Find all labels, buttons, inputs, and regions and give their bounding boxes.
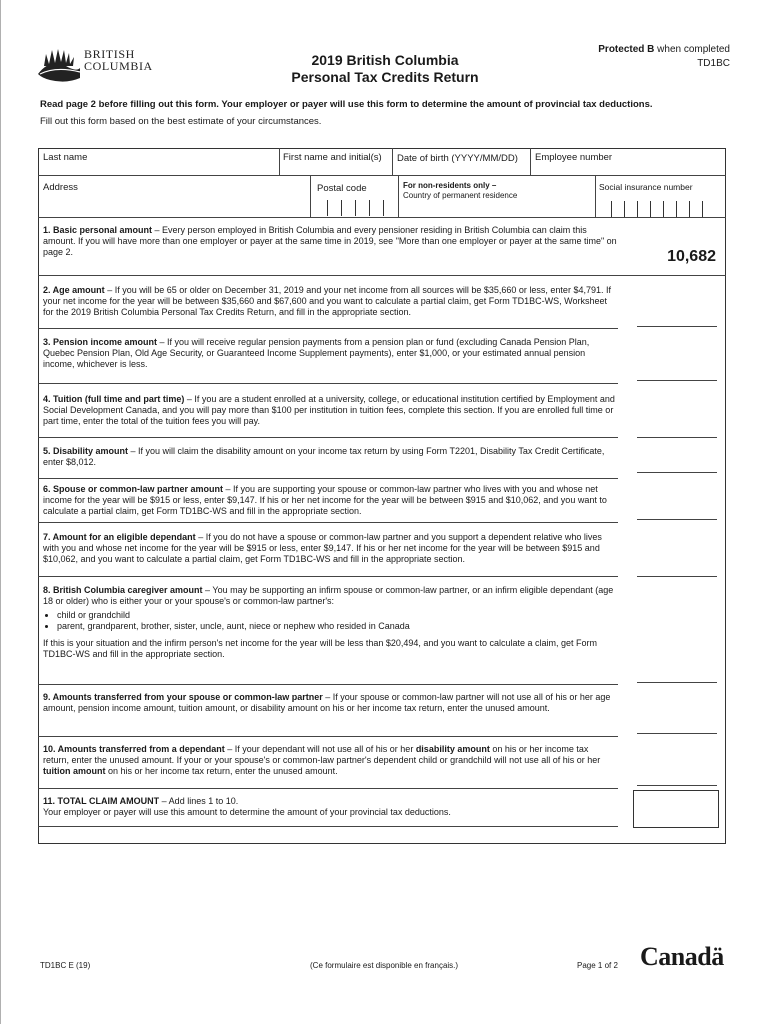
- section-3: [43, 337, 615, 370]
- address-label: Address: [43, 182, 78, 193]
- divider: [398, 175, 399, 218]
- disability-amount-field[interactable]: [637, 472, 717, 473]
- section-2: [43, 285, 615, 318]
- dependant-transfer-field[interactable]: [637, 785, 717, 786]
- section-4-text: – If you are a student enrolled at a university, college, or educational institution certified by Employment and Social Development Canada, and you will pay more than $100 per institution in tuition fees, complete this section. If you are enrolled full time or part time, enter the total of the tuition fees you will pay.: [43, 394, 615, 426]
- box-tick: [624, 201, 625, 217]
- section-divider: [38, 826, 618, 827]
- section-8-text: – You may be supporting an infirm spouse or common-law partner, or an infirm eligible dependant (age 18 or older) who is either your or your spouse's or common-law partner's:: [43, 585, 614, 606]
- section-7-title: 7. Amount for an eligible dependant: [43, 532, 196, 542]
- nonres-rest: Country of permanent residence: [403, 191, 518, 200]
- title-line2: Personal Tax Credits Return: [291, 69, 479, 85]
- postal-code-label: Postal code: [317, 183, 367, 194]
- section-6-text: – If you are supporting your spouse or common-law partner who lives with you and whose net income for the year will be $915 or less, enter $9,147. If his or her net income for the year will be between $915 and $10,062, and you want to calculate a partial claim, get Form TD1BC-WS and fill in the appropriate section.: [43, 484, 607, 516]
- first-name-field[interactable]: [281, 162, 391, 176]
- protected-bold: Protected B: [598, 44, 655, 55]
- section-4-title: 4. Tuition (full time and part time): [43, 394, 185, 404]
- box-tick: [369, 200, 370, 216]
- section-6: [43, 484, 615, 517]
- section-1-text: – Every person employed in British Columbia and every pensioner residing in British Columbia can claim this amount. If you will have more than one employer or payer at the same time in 2019, see "More than one employer or payer at the same time" on page 2.: [43, 225, 617, 257]
- section-10: [43, 744, 615, 777]
- box-tick: [650, 201, 651, 217]
- first-name-label: First name and initial(s): [283, 152, 382, 163]
- box-tick: [383, 200, 384, 216]
- section-1-title: 1. Basic personal amount: [43, 225, 153, 235]
- box-tick: [611, 201, 612, 217]
- last-name-field[interactable]: [40, 162, 278, 176]
- last-name-label: Last name: [43, 152, 88, 163]
- section-divider: [38, 328, 618, 329]
- box-tick: [327, 200, 328, 216]
- total-claim-amount-field[interactable]: [633, 790, 719, 828]
- country-field[interactable]: [400, 202, 593, 216]
- section-divider: [38, 383, 618, 384]
- section-3-text: – If you will receive regular pension payments from a pension plan or fund (excluding Canada Pension Plan, Quebec Pension Plan, Old Age Security, or Guaranteed Income Supplement payments), enter $1,000, or your estimated annual pension income, whichever is less.: [43, 337, 590, 369]
- section-7: [43, 532, 615, 565]
- section-6-title: 6. Spouse or common-law partner amount: [43, 484, 224, 494]
- section-10-text: on his or her income tax return, enter the unused amount. If your or your spouse's or common-law partner's dependent child or grandchild will not use all of his or her: [43, 744, 601, 765]
- section-5-title: 5. Disability amount: [43, 446, 129, 456]
- box-tick: [355, 200, 356, 216]
- section-divider: [38, 736, 618, 737]
- nonres-label: [403, 181, 517, 201]
- row-divider: [38, 175, 726, 176]
- section-9-text: – If your spouse or common-law partner will not use all of his or her age amount, pension income amount, tuition amount, or disability amount on his or her income tax return, enter the unused amount.: [43, 692, 611, 713]
- logo-line1: BRITISH: [84, 47, 135, 61]
- page-number: Page 1 of 2: [577, 961, 618, 970]
- employee-number-field[interactable]: [532, 162, 722, 176]
- section-10-text: on his or her income tax return, enter the unused amount.: [105, 766, 338, 776]
- canada-wordmark: Canadä: [640, 942, 724, 971]
- section-9: [43, 692, 615, 714]
- section-10-bold: tuition amount: [43, 766, 106, 776]
- footer-code: TD1BC E (19): [40, 961, 91, 970]
- pension-amount-field[interactable]: [637, 380, 717, 381]
- section-1: [43, 225, 618, 258]
- form-code: TD1BC: [697, 58, 730, 69]
- divider: [595, 175, 596, 218]
- protected-rest: when completed: [657, 44, 730, 55]
- footer-french-note: (Ce formulaire est disponible en français.): [310, 961, 459, 970]
- box-tick: [702, 201, 703, 217]
- section-divider: [38, 275, 726, 276]
- box-tick: [663, 201, 664, 217]
- section-10-title: 10. Amounts transferred from a dependant: [43, 744, 225, 754]
- form-title: [250, 52, 520, 86]
- divider: [392, 148, 393, 175]
- logo-line2: COLUMBIA: [84, 59, 153, 73]
- protected-notice: [598, 43, 730, 71]
- box-tick: [689, 201, 690, 217]
- basic-personal-amount: 10,682: [667, 248, 716, 265]
- section-4: [43, 394, 615, 427]
- address-field[interactable]: [40, 194, 308, 214]
- section-5-text: – If you will claim the disability amount on your income tax return by using Form T2201, Disability Tax Credit Certificate, enter $8,012.: [43, 446, 605, 467]
- spouse-transfer-field[interactable]: [637, 733, 717, 734]
- divider: [310, 175, 311, 218]
- section-divider: [38, 576, 618, 577]
- nonres-bold: For non-residents only –: [403, 181, 497, 190]
- section-8-text2: If this is your situation and the infirm person's net income for the year will be less than $20,494, and you want to calculate a claim, get Form TD1BC-WS and fill in the appropriate section.: [43, 638, 598, 659]
- dependant-amount-field[interactable]: [637, 576, 717, 577]
- box-tick: [676, 201, 677, 217]
- divider: [530, 148, 531, 175]
- logo-text: [84, 48, 153, 72]
- section-5: [43, 446, 615, 468]
- dob-field[interactable]: [394, 162, 529, 176]
- intro-instruction: Read page 2 before filling out this form. Your employer or payer will use this form to determine the amount of provincial tax deductions.: [40, 99, 653, 110]
- section-10-text: – If your dependant will not use all of his or her: [224, 744, 416, 754]
- sin-label: Social insurance number: [599, 182, 693, 192]
- section-3-title: 3. Pension income amount: [43, 337, 158, 347]
- dob-label: Date of birth (YYYY/MM/DD): [397, 153, 518, 164]
- intro-note: Fill out this form based on the best estimate of your circumstances.: [40, 116, 322, 127]
- section-divider: [38, 478, 618, 479]
- employee-number-label: Employee number: [535, 152, 613, 163]
- row-divider: [38, 217, 726, 218]
- title-line1: 2019 British Columbia: [311, 52, 459, 68]
- section-2-text: – If you will be 65 or older on December 31, 2019 and your net income from all sources will be $35,660 or less, enter $4,791. If your net income for the year will be between $35,660 and $67,600 and you want to calculate a partial claim, get Form TD1BC-WS, Worksheet for the 2019 British Columbia Personal Tax Credits Return, and fill in the appropriate section.: [43, 285, 611, 317]
- section-divider: [38, 437, 618, 438]
- section-9-title: 9. Amounts transferred from your spouse or common-law partner: [43, 692, 323, 702]
- section-11-text: – Add lines 1 to 10.: [159, 796, 239, 806]
- section-8: [43, 585, 615, 663]
- caregiver-amount-field[interactable]: [637, 682, 717, 683]
- box-tick: [341, 200, 342, 216]
- spouse-amount-field[interactable]: [637, 519, 717, 520]
- section-8-bullet: • parent, grandparent, brother, sister, uncle, aunt, niece or nephew who resided in Canada: [57, 621, 615, 632]
- section-10-bold: disability amount: [415, 744, 490, 754]
- divider: [279, 148, 280, 175]
- scan-edge: [0, 0, 1, 1024]
- section-7-text: – If you do not have a spouse or common-law partner and you support a dependent relative who lives with you and whose net income for the year will be $915 or less, enter $9,147. If his or her net income for the year will be between $915 and $10,062, and you want to calculate a partial claim, get Form TD1BC-WS and fill in the appropriate section.: [43, 532, 602, 564]
- section-11-title: 11. TOTAL CLAIM AMOUNT: [43, 796, 160, 806]
- section-divider: [38, 788, 618, 789]
- age-amount-field[interactable]: [637, 326, 717, 327]
- box-tick: [637, 201, 638, 217]
- section-11: [43, 796, 615, 818]
- sin-field[interactable]: [597, 198, 723, 216]
- section-8-bullet: • child or grandchild: [57, 610, 615, 621]
- section-11-text2: Your employer or payer will use this amount to determine the amount of your provincial tax deductions.: [43, 807, 451, 817]
- section-divider: [38, 684, 618, 685]
- section-2-title: 2. Age amount: [43, 285, 105, 295]
- section-8-title: 8. British Columbia caregiver amount: [43, 585, 203, 595]
- section-divider: [38, 522, 618, 523]
- tuition-amount-field[interactable]: [637, 437, 717, 438]
